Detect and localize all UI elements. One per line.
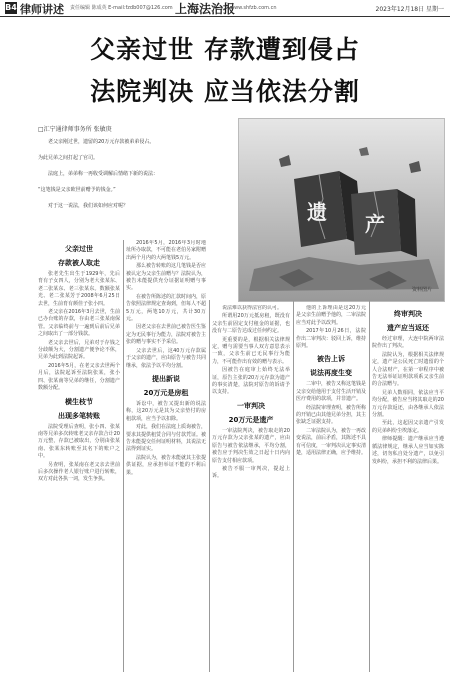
article-column-1: [38, 240, 120, 674]
article-paragraph: 一审法院判决，被告取走的20万元存款为父亲张某的遗产，应由原告与被告依法继承，平均分割，被告应于判决生效之日起十日内向原告支付相应款项。: [212, 427, 290, 464]
masthead: [0, 0, 450, 17]
lead-line: “这笔钱是父亲欧世前赠予的钱金。”: [38, 187, 116, 193]
section-heading: 被告上诉: [317, 355, 345, 364]
section-heading: 横生枝节: [65, 397, 93, 406]
article-paragraph: 在被告所陈述的汇款时间内，原告依照法律规定查询到，但每人不超5万元，两笔10万元，共计30万元。: [126, 293, 206, 323]
lead-line: 法庭上，弟弟称一再收受调解后情绪下新的说法：: [48, 171, 159, 177]
article-column-5: [372, 305, 444, 674]
article-paragraph: 父亲去世后，这40万元存款属于父亲的遗产，应由原告与被告共同继承，依法予以平均分割。: [126, 347, 206, 369]
article-paragraph: 经过审理，大连中院两审法院作出了判决。: [372, 336, 444, 350]
article-column-3: [212, 305, 290, 674]
article-paragraph: 诉讼中，被告又提出新的说法称，这20万元是其为父亲垫付的房租款项，应当予以扣除。: [126, 400, 206, 422]
column-divider: [123, 240, 124, 672]
block-char-2: 产: [365, 212, 385, 236]
column-divider: [293, 300, 294, 672]
lead-line: 对于这一说法，我们该如何应对呢？: [48, 203, 129, 209]
article-paragraph: 老父亲在2016年3月去世，生前已办台账的存款，存由老三张某南保管。父亲临终前与一遍到后前后兄弟之间取出了一部分钱款。: [38, 309, 120, 338]
paper-name: 上海法治报: [175, 2, 236, 16]
article-paragraph: 张老先生出生于1929年，先后育有子女四人，分别为老大张某东、老二张某东、老三张某东。数额张某光、老二张某芳于2008年6月25日去世，生前育有颜佳子张小四。: [38, 271, 120, 307]
article-paragraph: 兄弟人数相同，依法应当平均分配，被告应当将其取走的20万元存款返还，由各继承人依法分割。: [372, 389, 444, 419]
article-paragraph: 法院受理后查明，张小四、张某南等兄弟多次转账老父亲存款合计20万元整，存款已被取出，分别由张某南、张某东转账至其名下的账户之中。: [38, 423, 120, 460]
article-paragraph: 老父亲去世后，兄弟对于存钱之分歧颇为大，分割遗产便争论不休，兄弟为此到法院起诉。: [38, 339, 120, 361]
issue-date: 2023年12月18日 星期一: [375, 6, 444, 13]
page-tag: B4: [5, 3, 17, 12]
article-paragraph: 律师提醒：遗产继承应当遵循法律规定，继承人应当如实陈述，切勿私自处分遗产，以免引发纠纷，承担不利的法律后果。: [372, 436, 444, 465]
section-heading: 提出新说: [152, 374, 180, 383]
photo-credit: 资料图片: [412, 287, 433, 293]
illustration-photo: [238, 118, 445, 302]
article-paragraph: 因被告在庭审上始终无法举证，原告主张的20万元存款为遗产的事实清楚，法院对原告的诉请予以支持。: [212, 367, 290, 396]
section-heading: 存款被人取走: [58, 259, 100, 267]
article-paragraph: 法院认为，被告未能就其主张提供证据，应承担举证不能的不利后果。: [126, 454, 206, 476]
byline: □汇宁通律师事务所 张敏庚: [38, 126, 112, 133]
article-paragraph: 那么被告转账的这几笔钱是否应被认定为父亲生前赠与？法院认为，被告未能提供充分证据证明赠与事实。: [126, 263, 206, 292]
article-paragraph: 二审法院认为，被告一再改变说法，前后矛盾，其陈述不具有可信度，一审判决认定事实清楚，适用法律正确，应予维持。: [296, 427, 366, 457]
block-char-1: 遗: [307, 200, 327, 224]
inheritance-illustration: [239, 119, 444, 301]
article-paragraph: 对此，我们在法庭上质询被告，要求其提供租赁合同与付款凭证。被告未能提交任何证明材料，其说法无法得到证实。: [126, 424, 206, 453]
headline-line-2: 法院判决 应当依法分割: [90, 77, 360, 106]
lead-line: 为此兄弟之间打起了官司。: [38, 155, 99, 161]
column-divider: [369, 300, 370, 672]
article-paragraph: 2016年5月，在老父亲去世两个月后，法院起诉至法院张某，张小四、张某南等兄弟的继任，分割遗产数额分配。: [38, 362, 120, 392]
section-heading: 说法再度生变: [310, 369, 352, 378]
article-paragraph: 所谓用20万元抵房租，既没有父亲生前固定支付租金的证据，也没有与二原告达成过任何约定。: [212, 313, 290, 335]
editor-line: 责任编辑 陈成英 E-mail:fzdb007@126.com: [70, 5, 173, 11]
article-column-2: [126, 240, 206, 674]
section-heading: 20万元是遗产: [228, 415, 274, 424]
section-heading: 遗产应当返还: [387, 324, 429, 332]
article-column-4: [296, 305, 366, 674]
section-heading: 一审判决: [237, 401, 265, 410]
site-url: www.shfzb.com.cn: [230, 5, 277, 11]
article-paragraph: 他的上诉理由是这20万元是父亲生前赠予他的，二审法院应当对此予以改判。: [296, 305, 366, 326]
section-heading: 父亲过世: [65, 245, 93, 253]
article-paragraph: 另查明，张某南在老父亲去世前后多次操作老人银行账户进行转账，双方对此各执一词，发生争执。: [38, 461, 120, 483]
article-paragraph: 二审中，被告又称这笔钱是父亲交给他用于支付生活开销及医疗费用的款项，并非遗产。: [296, 381, 366, 403]
article-paragraph: 被告不服一审判决，提起上诉。: [212, 465, 290, 480]
article-paragraph: 2016年5月，2016年3月时地址所办取款，不可能在老伯另家附赠出两个月内的大两笔钱5万元。: [126, 240, 206, 261]
headline-line-1: 父亲过世 存款遭到侵占: [90, 35, 360, 64]
article-paragraph: 2017年10月26日，法院作出二审判决：驳回上诉，维持原判。: [296, 328, 366, 350]
section-title: 律师讲述: [20, 3, 64, 16]
article-paragraph: 因老父亲在去世前已被告医生鉴定为无民事行为能力，法院对被告主张的赠与事实不予采信。: [126, 324, 206, 346]
section-heading: 终审判决: [394, 310, 422, 318]
article-paragraph: 至此，这起因父亲遗产引发的兄弟纠纷尘埃落定。: [372, 420, 444, 434]
lead-line: 老父亲刚过世，遗留的20万元存款被弟弟侵占。: [48, 139, 155, 145]
column-divider: [209, 300, 210, 672]
article-paragraph: 说法难以获得法官的认可。: [222, 305, 283, 311]
section-heading: 出现多笔转账: [58, 411, 100, 420]
article-paragraph: 经法院审理查明，被告所称的开销已由其他兄弟分担，其主张缺乏证据支持。: [296, 404, 366, 426]
article-paragraph: 更重要的是，根据相关法律规定，赠与需要当事人双方意思表示一致，父亲生前已无民事行为能力，不可能作出有效的赠与表示。: [212, 336, 290, 365]
article-paragraph: 法院认为，根据相关法律规定，遗产是公民死亡时遗留的个人合法财产，在第一审程序中被告无法举证证明款项系父亲生前的合法赠与。: [372, 351, 444, 388]
section-heading: 20万元是房租: [143, 388, 189, 397]
